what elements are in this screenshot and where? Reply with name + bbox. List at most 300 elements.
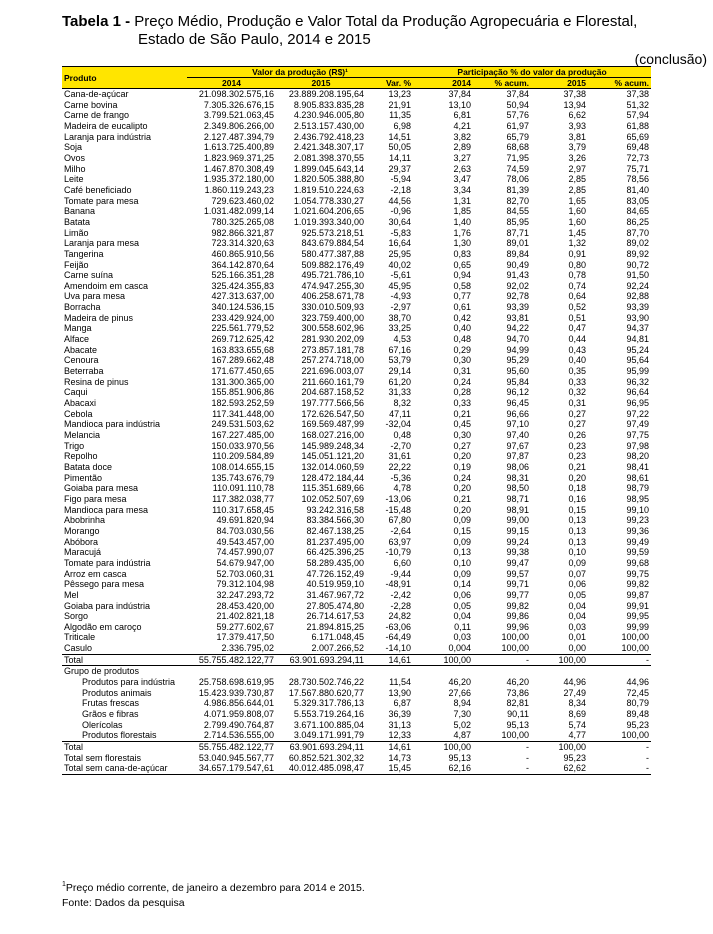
cell-value: 40,02 <box>388 259 412 270</box>
cell-value: 13,94 <box>563 99 587 110</box>
row-label: Cana-de-açúcar <box>64 89 129 99</box>
cell-value: 98,06 <box>506 461 530 472</box>
cell-value: 99,82 <box>626 579 650 590</box>
cell-value: 495.721.786,10 <box>301 270 364 281</box>
cell-value: 249.531.503,62 <box>211 419 274 430</box>
cell-value: 108.014.655,15 <box>211 461 274 472</box>
cell-value: 0,16 <box>568 493 587 504</box>
cell-value: 0,14 <box>453 579 472 590</box>
cell-value: 26.714.617,53 <box>306 611 364 622</box>
cell-value: 150.033.970,56 <box>211 440 274 451</box>
cell-value: 97,98 <box>626 440 650 451</box>
cell-value: 0,30 <box>453 355 472 366</box>
cell-value: 84,55 <box>506 206 530 217</box>
cell-value: 67,80 <box>388 515 412 526</box>
cell-value: 780.325.265,08 <box>211 216 274 227</box>
table-row <box>62 260 651 271</box>
cell-value: 87,71 <box>506 227 530 238</box>
cell-value: 0,15 <box>568 504 587 515</box>
cell-value: 4.986.856.644,01 <box>203 698 274 709</box>
cell-value: 98,95 <box>626 493 650 504</box>
cell-value: 96,12 <box>506 387 530 398</box>
row-label: Cenoura <box>64 355 99 366</box>
cell-value: 117.382.038,77 <box>212 493 274 504</box>
cell-value: 32.247.293,72 <box>216 589 274 600</box>
table-row <box>62 217 651 228</box>
row-label: Cebola <box>64 408 93 419</box>
cell-value: 8,34 <box>568 698 587 709</box>
cell-value: 0,64 <box>568 291 587 302</box>
cell-value: 3,93 <box>568 120 587 131</box>
cell-value: 330.010.509,93 <box>301 302 364 313</box>
cell-value: 1,60 <box>568 206 587 217</box>
cell-value: 29,37 <box>388 163 412 174</box>
cell-value: 94,22 <box>506 323 530 334</box>
table-row <box>62 89 651 100</box>
cell-value: 79.312.104,98 <box>216 579 274 590</box>
cell-value: 97,40 <box>506 430 530 440</box>
cell-value: 340.124.536,15 <box>211 302 274 313</box>
cell-value: 0,51 <box>568 312 587 323</box>
cell-value: 102.052.507,69 <box>301 493 364 504</box>
title-text-1: Preço Médio, Produção e Valor Total da Produção Agropecuária e Florestal, <box>134 13 638 30</box>
cell-value: 92,02 <box>506 280 530 291</box>
cell-value: 94,37 <box>626 323 650 334</box>
cell-value: 90,11 <box>507 709 530 720</box>
cell-value: 1,60 <box>568 216 587 227</box>
cell-value: 94,70 <box>506 334 530 345</box>
cell-value: 2.714.536.555,00 <box>203 730 274 741</box>
cell-value: 115.351.689,66 <box>302 483 364 494</box>
cell-value: 145.989.248,34 <box>301 440 364 451</box>
cell-value: 427.313.637,00 <box>211 291 274 302</box>
cell-value: 97,67 <box>506 440 530 451</box>
cell-value: 110.091.110,78 <box>212 483 274 494</box>
footnote <box>62 881 365 896</box>
header-acum-2015: % acum. <box>588 78 651 89</box>
cell-value: 0,20 <box>568 472 587 483</box>
cell-value: 0,45 <box>453 419 472 430</box>
cell-value: - <box>526 752 530 763</box>
cell-value: 47.726.152,49 <box>306 568 364 579</box>
cell-value: 323.759.400,00 <box>301 312 364 323</box>
cell-value: -2,28 <box>390 600 412 611</box>
table-row <box>62 142 651 153</box>
cell-value: 94,81 <box>626 334 650 345</box>
cell-value: 49.543.457,00 <box>216 536 274 547</box>
cell-value: 28.453.420,00 <box>216 600 274 611</box>
cell-value: 63.901.693.294,11 <box>276 654 366 666</box>
cell-value: 81.237.495,00 <box>306 536 364 547</box>
cell-value: 69,48 <box>626 142 650 153</box>
cell-value: 1.019.393.340,00 <box>293 216 364 227</box>
cell-value: 89,92 <box>626 248 650 259</box>
cell-value: 0,43 <box>568 344 587 355</box>
table-row <box>62 558 651 569</box>
cell-value: 95,24 <box>626 344 650 355</box>
cell-value: 5.553.719.264,16 <box>293 709 364 720</box>
cell-value: 62,16 <box>413 763 473 774</box>
cell-value: 13,90 <box>388 687 412 698</box>
cell-value: 0,13 <box>568 536 587 547</box>
cell-value: 57,76 <box>506 110 530 121</box>
row-label: Tomate para indústria <box>64 557 151 568</box>
cell-value: 21.894.815,25 <box>306 621 364 632</box>
cell-value: 89,48 <box>626 709 650 720</box>
row-label: Sorgo <box>64 611 89 622</box>
row-label: Produtos florestais <box>82 730 157 741</box>
footnote-text: Preço médio corrente, de janeiro a dezembro para 2014 e 2015. <box>65 882 365 894</box>
cell-value: 44,96 <box>626 677 650 688</box>
cell-value: 723.314.320,63 <box>211 238 274 249</box>
row-label: Grãos e fibras <box>82 709 139 720</box>
cell-value: 0,31 <box>453 366 472 377</box>
cell-value: 14,11 <box>389 152 412 163</box>
row-label: Goiaba para mesa <box>64 483 139 494</box>
table-row <box>62 334 651 345</box>
table-row <box>62 441 651 452</box>
cell-value: 15.423.939.730,87 <box>198 687 274 698</box>
cell-value: 0,27 <box>568 408 587 419</box>
cell-value: 62,62 <box>531 763 588 774</box>
group-row <box>62 730 651 741</box>
cell-value: 0,61 <box>453 302 472 313</box>
cell-value: 11,35 <box>389 110 412 121</box>
cell-value: 110.209.584,89 <box>212 451 274 462</box>
row-label: Algodão em caroço <box>64 621 142 632</box>
cell-value: 1,30 <box>453 238 472 249</box>
row-label: Triticale <box>64 632 96 643</box>
cell-value: 0,03 <box>568 621 587 632</box>
cell-value: 0,09 <box>453 515 472 526</box>
cell-value: 23.889.208.195,64 <box>288 89 364 99</box>
cell-value: 0,18 <box>568 483 587 494</box>
group-row <box>62 677 651 688</box>
row-label: Carne bovina <box>64 99 118 110</box>
row-label: Casulo <box>64 643 93 654</box>
cell-value: 81,39 <box>506 184 530 195</box>
row-label: Manga <box>64 323 92 334</box>
cell-value: 44,56 <box>388 195 412 206</box>
cell-value: 61,88 <box>626 120 650 131</box>
cell-value: 21,91 <box>388 99 412 110</box>
cell-value: 99,87 <box>626 589 650 600</box>
cell-value: 98,91 <box>506 504 530 515</box>
row-label: Limão <box>64 227 89 238</box>
cell-value: 0,48 <box>453 334 472 345</box>
table-row <box>62 302 651 313</box>
cell-value: 171.677.450,65 <box>211 366 274 377</box>
cell-value: 95,23 <box>626 719 650 730</box>
cell-value: 982.866.321,87 <box>211 227 274 238</box>
cell-value: 0,20 <box>453 504 472 515</box>
cell-value: 31,13 <box>388 719 412 730</box>
cell-value: 6,62 <box>568 110 587 121</box>
cell-value: 128.472.184,44 <box>301 472 364 483</box>
group-row <box>62 720 651 731</box>
cell-value: 0,07 <box>568 568 587 579</box>
row-label: Olerícolas <box>82 719 123 730</box>
cell-value: 0,40 <box>453 323 472 334</box>
table-row <box>62 537 651 548</box>
cell-value: 7,30 <box>453 709 472 720</box>
table-row <box>62 611 651 622</box>
cell-value: 2.127.487.394,79 <box>203 131 274 142</box>
table-row <box>62 398 651 409</box>
title-line-2: Estado de São Paulo, 2014 e 2015 <box>138 31 371 48</box>
cell-value: 31,33 <box>388 387 412 398</box>
cell-value: 155.851.906,86 <box>211 387 274 398</box>
group-row <box>62 698 651 709</box>
cell-value: 89,84 <box>506 248 530 259</box>
row-label: Tomate para mesa <box>64 195 139 206</box>
cell-value: 0,11 <box>454 621 472 632</box>
row-label: Mandioca para mesa <box>64 504 149 515</box>
row-label: Produtos para indústria <box>82 677 176 688</box>
group-header-row <box>62 666 651 677</box>
cell-value: 1.613.725.400,89 <box>203 142 274 153</box>
cell-value: 89,02 <box>626 238 650 249</box>
table-row <box>62 185 651 196</box>
row-label: Goiaba para indústria <box>64 600 151 611</box>
cell-value: 2,89 <box>453 142 472 153</box>
table-row <box>62 547 651 558</box>
cell-value: 51,32 <box>626 99 650 110</box>
cell-value: 0,33 <box>453 398 472 409</box>
cell-value: 95,60 <box>506 366 530 377</box>
cell-value: 0,04 <box>568 600 587 611</box>
cell-value: 117.341.448,00 <box>212 408 274 419</box>
table-row <box>62 430 651 441</box>
row-label: Figo para mesa <box>64 493 127 504</box>
cell-value: 163.833.655,68 <box>211 344 274 355</box>
cell-value: 0,44 <box>568 334 587 345</box>
cell-value: 99,36 <box>626 525 650 536</box>
table-row <box>62 196 651 207</box>
cell-value: 99,71 <box>506 579 530 590</box>
cell-value: 0,09 <box>568 557 587 568</box>
cell-value: 0,74 <box>568 280 587 291</box>
cell-value: 100,00 <box>501 643 530 654</box>
cell-value: -2,70 <box>390 440 412 451</box>
cell-value: 100,00 <box>501 730 530 741</box>
cell-value: 1,65 <box>568 195 587 206</box>
cell-value: 100,00 <box>621 643 650 654</box>
cell-value: 2,85 <box>568 174 587 185</box>
cell-value: 167.227.485,00 <box>211 430 274 440</box>
row-label: Morango <box>64 525 100 536</box>
cell-value: 0,06 <box>453 589 472 600</box>
cell-value: 0,48 <box>393 430 412 440</box>
cell-value: 95,84 <box>506 376 530 387</box>
cell-value: 96,66 <box>506 408 530 419</box>
cell-value: 0,91 <box>568 248 587 259</box>
cell-value: 182.593.252,59 <box>211 398 274 409</box>
cell-value: 99,82 <box>506 600 530 611</box>
table-row <box>62 323 651 334</box>
cell-value: 1.819.510.224,63 <box>293 184 364 195</box>
cell-value: 269.712.625,42 <box>211 334 274 345</box>
row-label: Borracha <box>64 302 101 313</box>
cell-value: 17.379.417,50 <box>216 632 274 643</box>
cell-value: 2.336.795,02 <box>221 643 274 654</box>
header-var: Var. % <box>366 78 413 89</box>
cell-value: 95,29 <box>506 355 530 366</box>
cell-value: - <box>473 654 531 666</box>
cell-value: 99,95 <box>626 611 650 622</box>
cell-value: 0,23 <box>568 451 587 462</box>
cell-value: 37,84 <box>506 89 530 99</box>
cell-value: 0,09 <box>453 568 472 579</box>
row-label: Trigo <box>64 440 85 451</box>
conclusao-label: (conclusão) <box>634 51 707 67</box>
row-label: Madeira de eucalipto <box>64 120 148 131</box>
cell-value: 37,38 <box>626 89 650 99</box>
row-label: Abacate <box>64 344 98 355</box>
cell-value: 53.040.945.567,77 <box>198 752 274 763</box>
cell-value: 221.696.003,07 <box>301 366 364 377</box>
cell-value: 2,63 <box>453 163 472 174</box>
cell-value: 95,99 <box>626 366 650 377</box>
cell-value: 72,45 <box>626 687 650 698</box>
cell-value: 40.519.959,10 <box>306 579 364 590</box>
cell-value: 96,64 <box>626 387 650 398</box>
cell-value: - <box>588 654 651 666</box>
cell-value: 0,21 <box>568 461 587 472</box>
cell-value: 0,83 <box>453 248 472 259</box>
cell-value: 99,38 <box>506 547 530 558</box>
cell-value: 99,99 <box>626 621 650 632</box>
cell-value: 509.882.176,49 <box>301 259 364 270</box>
cell-value: 525.166.351,28 <box>211 270 274 281</box>
cell-value: 14,73 <box>388 752 412 763</box>
row-label: Pêssego para mesa <box>64 579 145 590</box>
cell-value: 61,97 <box>506 120 530 131</box>
cell-value: 99,77 <box>506 589 530 600</box>
table-row <box>62 270 651 281</box>
cell-value: 0,32 <box>568 387 587 398</box>
cell-value: 49.691.820,94 <box>216 515 274 526</box>
cell-value: 99,10 <box>626 504 650 515</box>
cell-value: 95,13 <box>506 719 530 730</box>
cell-value: 167.289.662,48 <box>211 355 274 366</box>
row-label: Abobrinha <box>64 515 106 526</box>
cell-value: 364.142.870,64 <box>211 259 274 270</box>
cell-value: 31.467.967,72 <box>306 589 364 600</box>
row-label: Mandioca para indústria <box>64 419 161 430</box>
table-row <box>62 132 651 143</box>
cell-value: 17.567.880.620,77 <box>288 687 364 698</box>
table-row <box>62 387 651 398</box>
header-2015: 2015 <box>276 78 366 89</box>
header-participacao-group: Participação % do valor da produção <box>413 67 651 78</box>
row-label: Banana <box>64 206 96 217</box>
cell-value: 0,26 <box>568 430 587 440</box>
cell-value: -48,91 <box>385 579 412 590</box>
cell-value: 6,60 <box>393 557 412 568</box>
cell-value: - <box>588 763 651 774</box>
cell-value: 21.098.302.575,16 <box>198 89 274 99</box>
table-row <box>62 579 651 590</box>
cell-value: 2.799.490.764,87 <box>203 719 274 730</box>
cell-value: 61,20 <box>388 376 412 387</box>
header-2014: 2014 <box>187 78 276 89</box>
cell-value: 0,13 <box>453 547 472 558</box>
cell-value: 131.300.365,00 <box>211 376 274 387</box>
cell-value: 52.703.060,31 <box>216 568 274 579</box>
cell-value: 0,15 <box>453 525 472 536</box>
cell-value: 3.671.100.885,04 <box>293 719 364 730</box>
cell-value: 8,69 <box>568 709 587 720</box>
cell-value: 0,00 <box>568 643 587 654</box>
cell-value: 34.657.179.547,61 <box>187 763 276 774</box>
row-label: Beterraba <box>64 366 104 377</box>
cell-value: 93.242.316,58 <box>306 504 364 515</box>
cell-value: 0,77 <box>453 291 472 302</box>
cell-value: 0,13 <box>568 515 587 526</box>
cell-value: 5,02 <box>453 719 472 730</box>
table-header <box>62 67 651 89</box>
cell-value: 46,20 <box>448 677 472 688</box>
cell-value: 96,45 <box>506 398 530 409</box>
cell-value: 6,81 <box>453 110 472 121</box>
cell-value: 6,87 <box>393 698 412 709</box>
cell-value: 50,94 <box>506 99 530 110</box>
cell-value: 97,87 <box>506 451 530 462</box>
cell-value: 0,09 <box>453 536 472 547</box>
cell-value: -64,49 <box>385 632 412 643</box>
cell-value: 2.421.348.307,17 <box>293 142 364 153</box>
cell-value: -5,36 <box>390 472 412 483</box>
table-row <box>62 228 651 239</box>
cell-value: 13,23 <box>388 89 412 99</box>
cell-value: 580.477.387,88 <box>301 248 364 259</box>
cell-value: 0,29 <box>453 344 472 355</box>
cell-value: 74.457.990,07 <box>216 547 274 558</box>
row-label: Pimentão <box>64 472 103 483</box>
cell-value: 0,30 <box>453 430 472 440</box>
row-label: Ovos <box>64 152 86 163</box>
cell-value: 92,78 <box>506 291 530 302</box>
row-label: Laranja para indústria <box>64 131 152 142</box>
cell-value: 100,00 <box>413 742 473 753</box>
cell-value: 169.569.487,99 <box>301 419 364 430</box>
cell-value: 8,32 <box>393 398 412 409</box>
cell-value: 99,68 <box>626 557 650 568</box>
cell-value: 91,50 <box>626 270 650 281</box>
table-row <box>62 451 651 462</box>
cell-value: 3.049.171.991,79 <box>293 730 364 741</box>
table-row <box>62 153 651 164</box>
header-part-2014: 2014 <box>413 78 473 89</box>
cell-value: 99,75 <box>626 568 650 579</box>
cell-value: 38,70 <box>388 312 412 323</box>
row-label: Carne suína <box>64 270 114 281</box>
cell-value: 80,79 <box>626 698 650 709</box>
cell-value: 98,50 <box>506 483 530 494</box>
cell-value: 0,23 <box>568 440 587 451</box>
cell-value: 3,27 <box>453 152 472 163</box>
cell-value: 40.012.485.098,47 <box>276 763 366 774</box>
cell-value: -2,18 <box>390 184 412 195</box>
cell-value: -2,97 <box>390 302 412 313</box>
cell-value: 100,00 <box>621 632 650 643</box>
cell-value: 0,52 <box>568 302 587 313</box>
cell-value: 82.467.138,25 <box>306 525 364 536</box>
cell-value: 92,88 <box>626 291 650 302</box>
cell-value: -32,04 <box>385 419 412 430</box>
cell-value: 0,13 <box>568 525 587 536</box>
